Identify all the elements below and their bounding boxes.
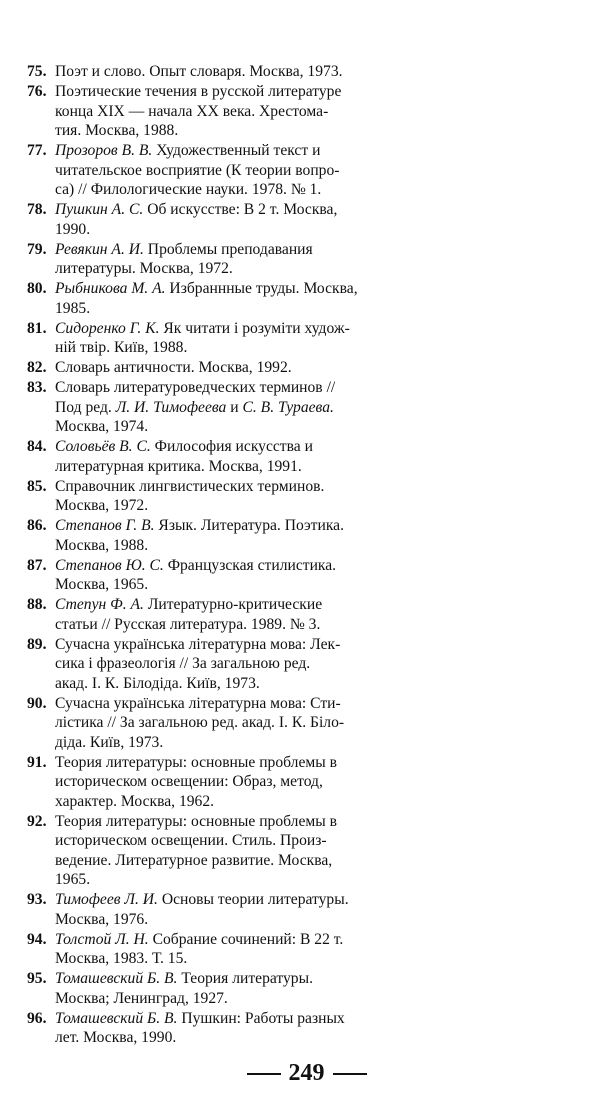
bibliography-entry xyxy=(27,358,387,378)
entry-text: 1990. xyxy=(55,220,91,238)
entry-line xyxy=(55,516,387,536)
entry-text: Москва, 1983. Т. 15. xyxy=(55,950,188,967)
entry-text: Литературно-критические xyxy=(143,596,323,613)
entry-line xyxy=(55,635,387,655)
bibliography-entry xyxy=(27,477,387,516)
entry-line xyxy=(55,82,387,102)
footer-dash-left xyxy=(247,1073,281,1075)
entry-text: Проблемы преподавания xyxy=(143,240,313,258)
entry-text: Москва, 1974. xyxy=(55,418,149,435)
bibliography-entry xyxy=(27,753,387,812)
entry-line xyxy=(55,200,387,220)
entry-author: Пушкин А. С. xyxy=(55,201,144,218)
entry-text: читательское восприятие (К теории вопро- xyxy=(55,161,340,179)
bibliography-entry xyxy=(27,200,387,239)
entry-number: 90. xyxy=(27,694,47,712)
entry-line xyxy=(55,1028,387,1048)
entry-line xyxy=(55,890,387,910)
entry-line xyxy=(55,536,387,556)
entry-number: 88. xyxy=(27,596,47,613)
entry-line xyxy=(55,358,387,378)
entry-line xyxy=(55,792,387,812)
bibliography-entry xyxy=(27,556,387,595)
entry-line xyxy=(55,1009,387,1029)
bibliography-entry xyxy=(27,694,387,753)
entry-author: Степанов Ю. С. xyxy=(55,556,164,574)
entry-number: 75. xyxy=(27,63,47,80)
entry-text: лет. Москва, 1990. xyxy=(55,1029,177,1046)
entry-text: Теория литературы: основные проблемы в xyxy=(55,753,337,771)
entry-text: Язык. Литература. Поэтика. xyxy=(154,517,344,534)
entry-line xyxy=(55,989,387,1009)
entry-text: тия. Москва, 1988. xyxy=(55,122,179,139)
bibliography-entry xyxy=(27,437,387,476)
entry-text: и xyxy=(226,398,243,416)
bibliography-entry xyxy=(27,969,387,1008)
page-number: 249 xyxy=(288,1060,325,1086)
entry-text: литературная критика. Москва, 1991. xyxy=(55,457,302,475)
entry-number: 80. xyxy=(27,280,47,297)
entry-line xyxy=(55,969,387,989)
bibliography-entry xyxy=(27,240,387,279)
entry-line xyxy=(55,772,387,792)
entry-line xyxy=(55,949,387,969)
entry-text: Москва; Ленинград, 1927. xyxy=(55,989,228,1007)
entry-line xyxy=(55,930,387,950)
entry-line xyxy=(55,62,387,82)
bibliography-entry xyxy=(27,890,387,929)
entry-number: 96. xyxy=(27,1009,47,1027)
entry-line xyxy=(55,417,387,437)
entry-line xyxy=(55,457,387,477)
entry-line xyxy=(55,595,387,615)
entry-line xyxy=(55,831,387,851)
entry-number: 76. xyxy=(27,83,47,100)
bibliography-entry xyxy=(27,595,387,634)
entry-text: Словарь античности. Москва, 1992. xyxy=(55,359,292,376)
entry-text: Основы теории литературы. xyxy=(157,891,349,908)
entry-text: Под ред. xyxy=(55,398,116,416)
entry-number: 77. xyxy=(27,142,47,159)
footer-dash-right xyxy=(333,1073,367,1075)
entry-text: Москва, 1976. xyxy=(55,910,149,928)
entry-text: Поэтические течения в русской литературе xyxy=(55,83,342,100)
entry-line xyxy=(55,299,387,319)
bibliography-entry xyxy=(27,62,387,82)
entry-text: конца XIX — начала XX века. Хрестома- xyxy=(55,102,329,120)
entry-number: 85. xyxy=(27,477,47,495)
bibliography-entry xyxy=(27,516,387,555)
entry-line xyxy=(55,615,387,635)
entry-text: Москва, 1972. xyxy=(55,497,149,514)
entry-text: Словарь литературоведческих терминов // xyxy=(55,379,336,396)
entry-line xyxy=(55,220,387,240)
entry-author: Степун Ф. А. xyxy=(55,596,144,613)
entry-line xyxy=(55,477,387,497)
entry-line xyxy=(55,674,387,694)
entry-author: С. В. Тураева. xyxy=(242,398,334,416)
page-footer xyxy=(0,1060,613,1087)
entry-number: 87. xyxy=(27,556,47,574)
entry-text: Теория литературы. xyxy=(177,970,313,987)
entry-line xyxy=(55,378,387,398)
entry-line xyxy=(55,556,387,576)
entry-line xyxy=(55,398,387,418)
entry-line xyxy=(55,161,387,181)
entry-line xyxy=(55,259,387,279)
entry-number: 78. xyxy=(27,201,47,218)
entry-text: ній твір. Київ, 1988. xyxy=(55,339,188,356)
entry-text: сика і фразеологія // За загальною ред. xyxy=(55,655,311,672)
bibliography-entry xyxy=(27,82,387,141)
entry-text: лістика // За загальною ред. акад. І. К. Біло- xyxy=(55,714,345,731)
entry-text: ведение. Литературное развитие. Москва, xyxy=(55,851,333,869)
bibliography-entry xyxy=(27,1009,387,1048)
bibliography-entry xyxy=(27,635,387,694)
entry-author: Степанов Г. В. xyxy=(55,517,155,534)
bibliography-entry xyxy=(27,378,387,437)
entry-author: Томашевский Б. В. xyxy=(55,1009,178,1027)
entry-text: Сучасна українська літературна мова: Лек- xyxy=(55,635,341,653)
entry-number: 93. xyxy=(27,891,47,908)
entry-author: Томашевский Б. В. xyxy=(55,970,178,987)
entry-text: Философия искусства и xyxy=(150,438,313,455)
entry-text: Сучасна українська літературна мова: Сти- xyxy=(55,694,341,712)
entry-author: Рыбникова М. А. xyxy=(55,280,166,297)
entry-text: Французская стилистика. xyxy=(163,556,337,574)
entry-author: Толстой Л. Н. xyxy=(55,930,149,948)
bibliography-entry xyxy=(27,930,387,969)
entry-text: Об искусстве: В 2 т. Москва, xyxy=(143,201,338,218)
entry-line xyxy=(55,319,387,339)
entry-line xyxy=(55,654,387,674)
entry-author: Соловьёв В. С. xyxy=(55,438,151,455)
entry-number: 94. xyxy=(27,930,47,948)
entry-number: 91. xyxy=(27,753,47,771)
entry-number: 84. xyxy=(27,438,47,455)
entry-text: Избраннные труды. Москва, xyxy=(165,280,358,297)
entry-author: Тимофеев Л. И. xyxy=(55,891,158,908)
entry-line xyxy=(55,141,387,161)
entry-number: 89. xyxy=(27,635,47,653)
entry-text: Собрание сочинений: В 22 т. xyxy=(148,930,344,948)
entry-line xyxy=(55,279,387,299)
entry-line xyxy=(55,437,387,457)
bibliography-entry xyxy=(27,279,387,318)
entry-number: 82. xyxy=(27,359,47,376)
entry-text: акад. І. К. Білодіда. Київ, 1973. xyxy=(55,674,260,692)
entry-text: Теория литературы: основные проблемы в xyxy=(55,812,337,830)
entry-line xyxy=(55,496,387,516)
entry-text: характер. Москва, 1962. xyxy=(55,792,215,810)
entry-line xyxy=(55,733,387,753)
bibliography-list xyxy=(27,62,387,1048)
bibliography-entry xyxy=(27,141,387,200)
bibliography-entry xyxy=(27,319,387,358)
entry-number: 92. xyxy=(27,812,47,830)
entry-number: 83. xyxy=(27,379,47,396)
entry-text: Пушкин: Работы разных xyxy=(177,1009,345,1027)
entry-line xyxy=(55,753,387,773)
entry-author: Л. И. Тимофеева xyxy=(115,398,227,416)
entry-text: Справочник лингвистических терминов. xyxy=(55,477,325,495)
entry-number: 95. xyxy=(27,970,47,987)
entry-line xyxy=(55,575,387,595)
entry-number: 79. xyxy=(27,240,47,258)
entry-text: Поэт и слово. Опыт словаря. Москва, 1973. xyxy=(55,63,343,80)
entry-author: Ревякин А. И. xyxy=(55,240,144,258)
entry-text: Москва, 1965. xyxy=(55,576,149,593)
entry-text: статьи // Русская литература. 1989. № 3. xyxy=(55,615,321,633)
entry-line xyxy=(55,338,387,358)
entry-text: историческом освещении: Образ, метод, xyxy=(55,773,323,790)
entry-text: 1985. xyxy=(55,299,91,317)
entry-text: Москва, 1988. xyxy=(55,536,149,554)
entry-number: 86. xyxy=(27,517,47,534)
entry-line xyxy=(55,910,387,930)
entry-text: Художественный текст и xyxy=(152,142,321,159)
entry-line xyxy=(55,240,387,260)
entry-line xyxy=(55,180,387,200)
entry-line xyxy=(55,870,387,890)
entry-text: діда. Київ, 1973. xyxy=(55,733,164,751)
entry-text: литературы. Москва, 1972. xyxy=(55,260,233,277)
entry-author: Сидоренко Г. К. xyxy=(55,319,160,337)
entry-line xyxy=(55,713,387,733)
entry-number: 81. xyxy=(27,319,47,337)
entry-text: Як читати і розуміти худож- xyxy=(159,319,350,337)
entry-line xyxy=(55,121,387,141)
entry-line xyxy=(55,851,387,871)
bibliography-entry xyxy=(27,812,387,890)
entry-text: 1965. xyxy=(55,871,91,888)
entry-line xyxy=(55,694,387,714)
entry-author: Прозоров В. В. xyxy=(55,142,153,159)
entry-line xyxy=(55,812,387,832)
entry-text: са) // Филологические науки. 1978. № 1. xyxy=(55,181,322,198)
entry-line xyxy=(55,102,387,122)
entry-text: историческом освещении. Стиль. Произ- xyxy=(55,832,327,849)
